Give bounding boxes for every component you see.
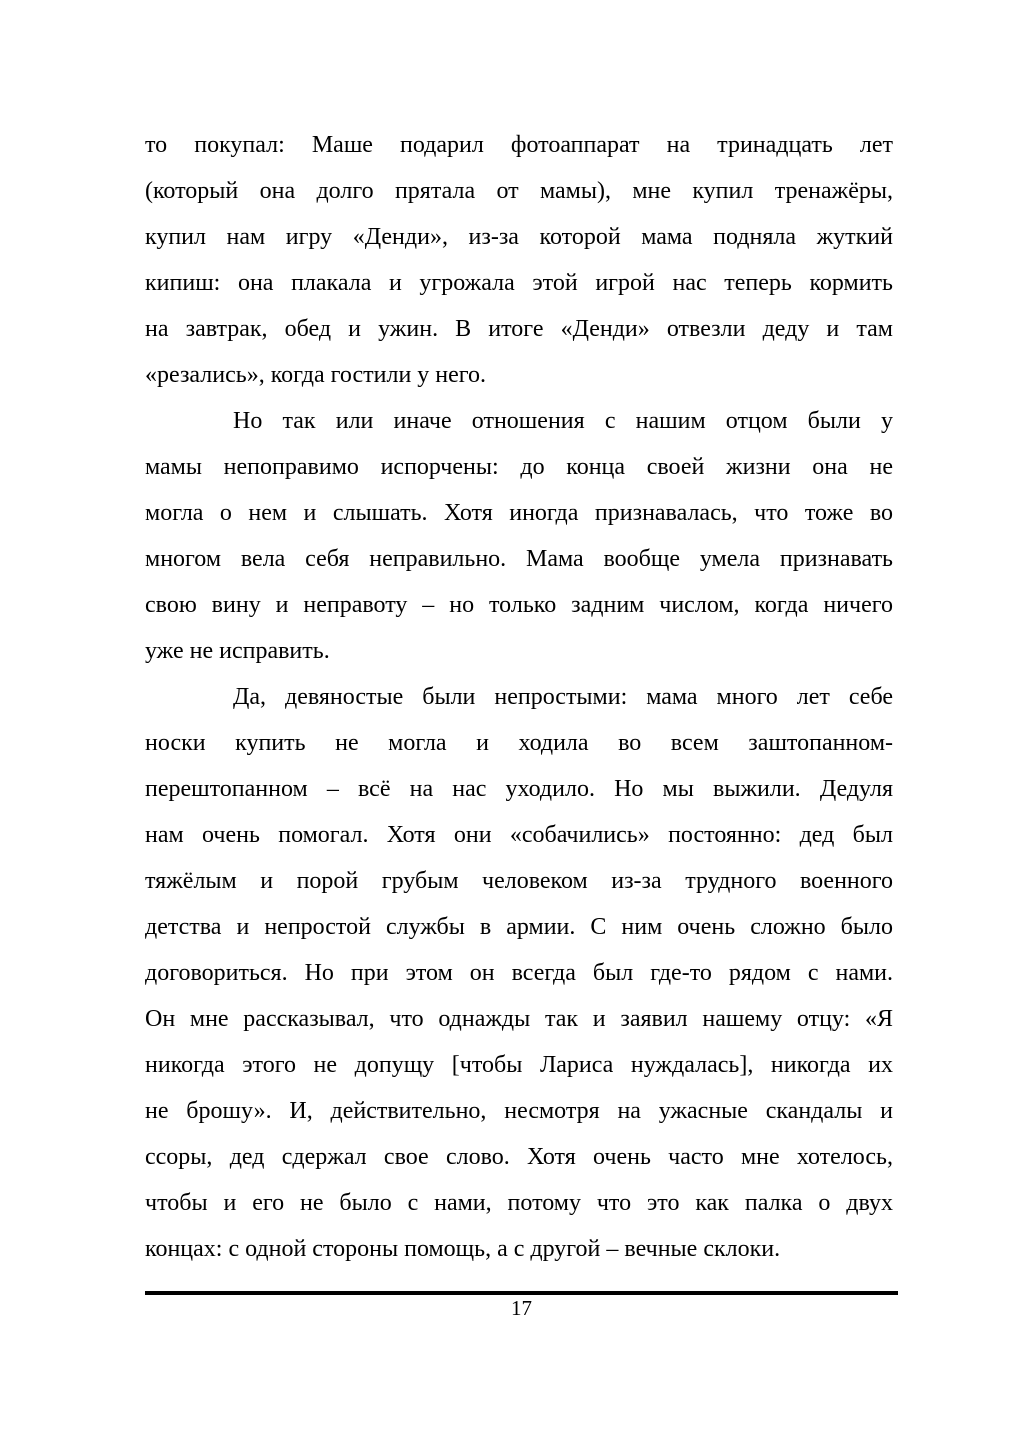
text-line: Он мне рассказывал, что однажды так и заявил нашему отцу: «Я <box>145 1006 893 1032</box>
text-line: тяжёлым и порой грубым человеком из-за трудного военного <box>145 868 893 894</box>
text-line: многом вела себя неправильно. Мама вообще умела признавать <box>145 546 893 572</box>
paragraph-3 <box>145 674 893 1272</box>
paragraph-1 <box>145 122 893 398</box>
text-line: договориться. Но при этом он всегда был где-то рядом с нами. <box>145 960 893 986</box>
text-line: на завтрак, обед и ужин. В итоге «Денди» отвезли деду и там <box>145 316 893 342</box>
text-line: концах: с одной стороны помощь, а с другой – вечные склоки. <box>145 1236 781 1262</box>
text-line: не брошу». И, действительно, несмотря на ужасные скандалы и <box>145 1098 893 1124</box>
text-line: то покупал: Маше подарил фотоаппарат на тринадцать лет <box>145 132 893 158</box>
text-line: перештопанном – всё на нас уходило. Но мы выжили. Дедуля <box>145 776 893 802</box>
text-line: носки купить не могла и ходила во всем заштопанном- <box>145 730 893 756</box>
text-line: Но так или иначе отношения с нашим отцом были у <box>233 408 893 434</box>
text-block <box>145 122 893 1272</box>
text-line: чтобы и его не было с нами, потому что это как палка о двух <box>145 1190 893 1216</box>
text-line: кипиш: она плакала и угрожала этой игрой нас теперь кормить <box>145 270 893 296</box>
text-line: никогда этого не допущу [чтобы Лариса нуждалась], никогда их <box>145 1052 893 1078</box>
page-number: 17 <box>511 1296 532 1320</box>
paragraph-2 <box>145 398 893 674</box>
text-line: уже не исправить. <box>145 638 330 664</box>
text-line: купил нам игру «Денди», из-за которой мама подняла жуткий <box>145 224 893 250</box>
text-line: мамы непоправимо испорчены: до конца своей жизни она не <box>145 454 893 480</box>
text-line: могла о нем и слышать. Хотя иногда признавалась, что тоже во <box>145 500 893 526</box>
text-line: детства и непростой службы в армии. С ним очень сложно было <box>145 914 893 940</box>
text-line: Да, девяностые были непростыми: мама много лет себе <box>233 684 893 710</box>
text-line: (который она долго прятала от мамы), мне купил тренажёры, <box>145 178 893 204</box>
text-line: свою вину и неправоту – но только задним числом, когда ничего <box>145 592 893 618</box>
text-line: «резались», когда гостили у него. <box>145 362 487 388</box>
text-line: ссоры, дед сдержал свое слово. Хотя очень часто мне хотелось, <box>145 1144 893 1170</box>
text-line: нам очень помогал. Хотя они «собачились» постоянно: дед был <box>145 822 893 848</box>
